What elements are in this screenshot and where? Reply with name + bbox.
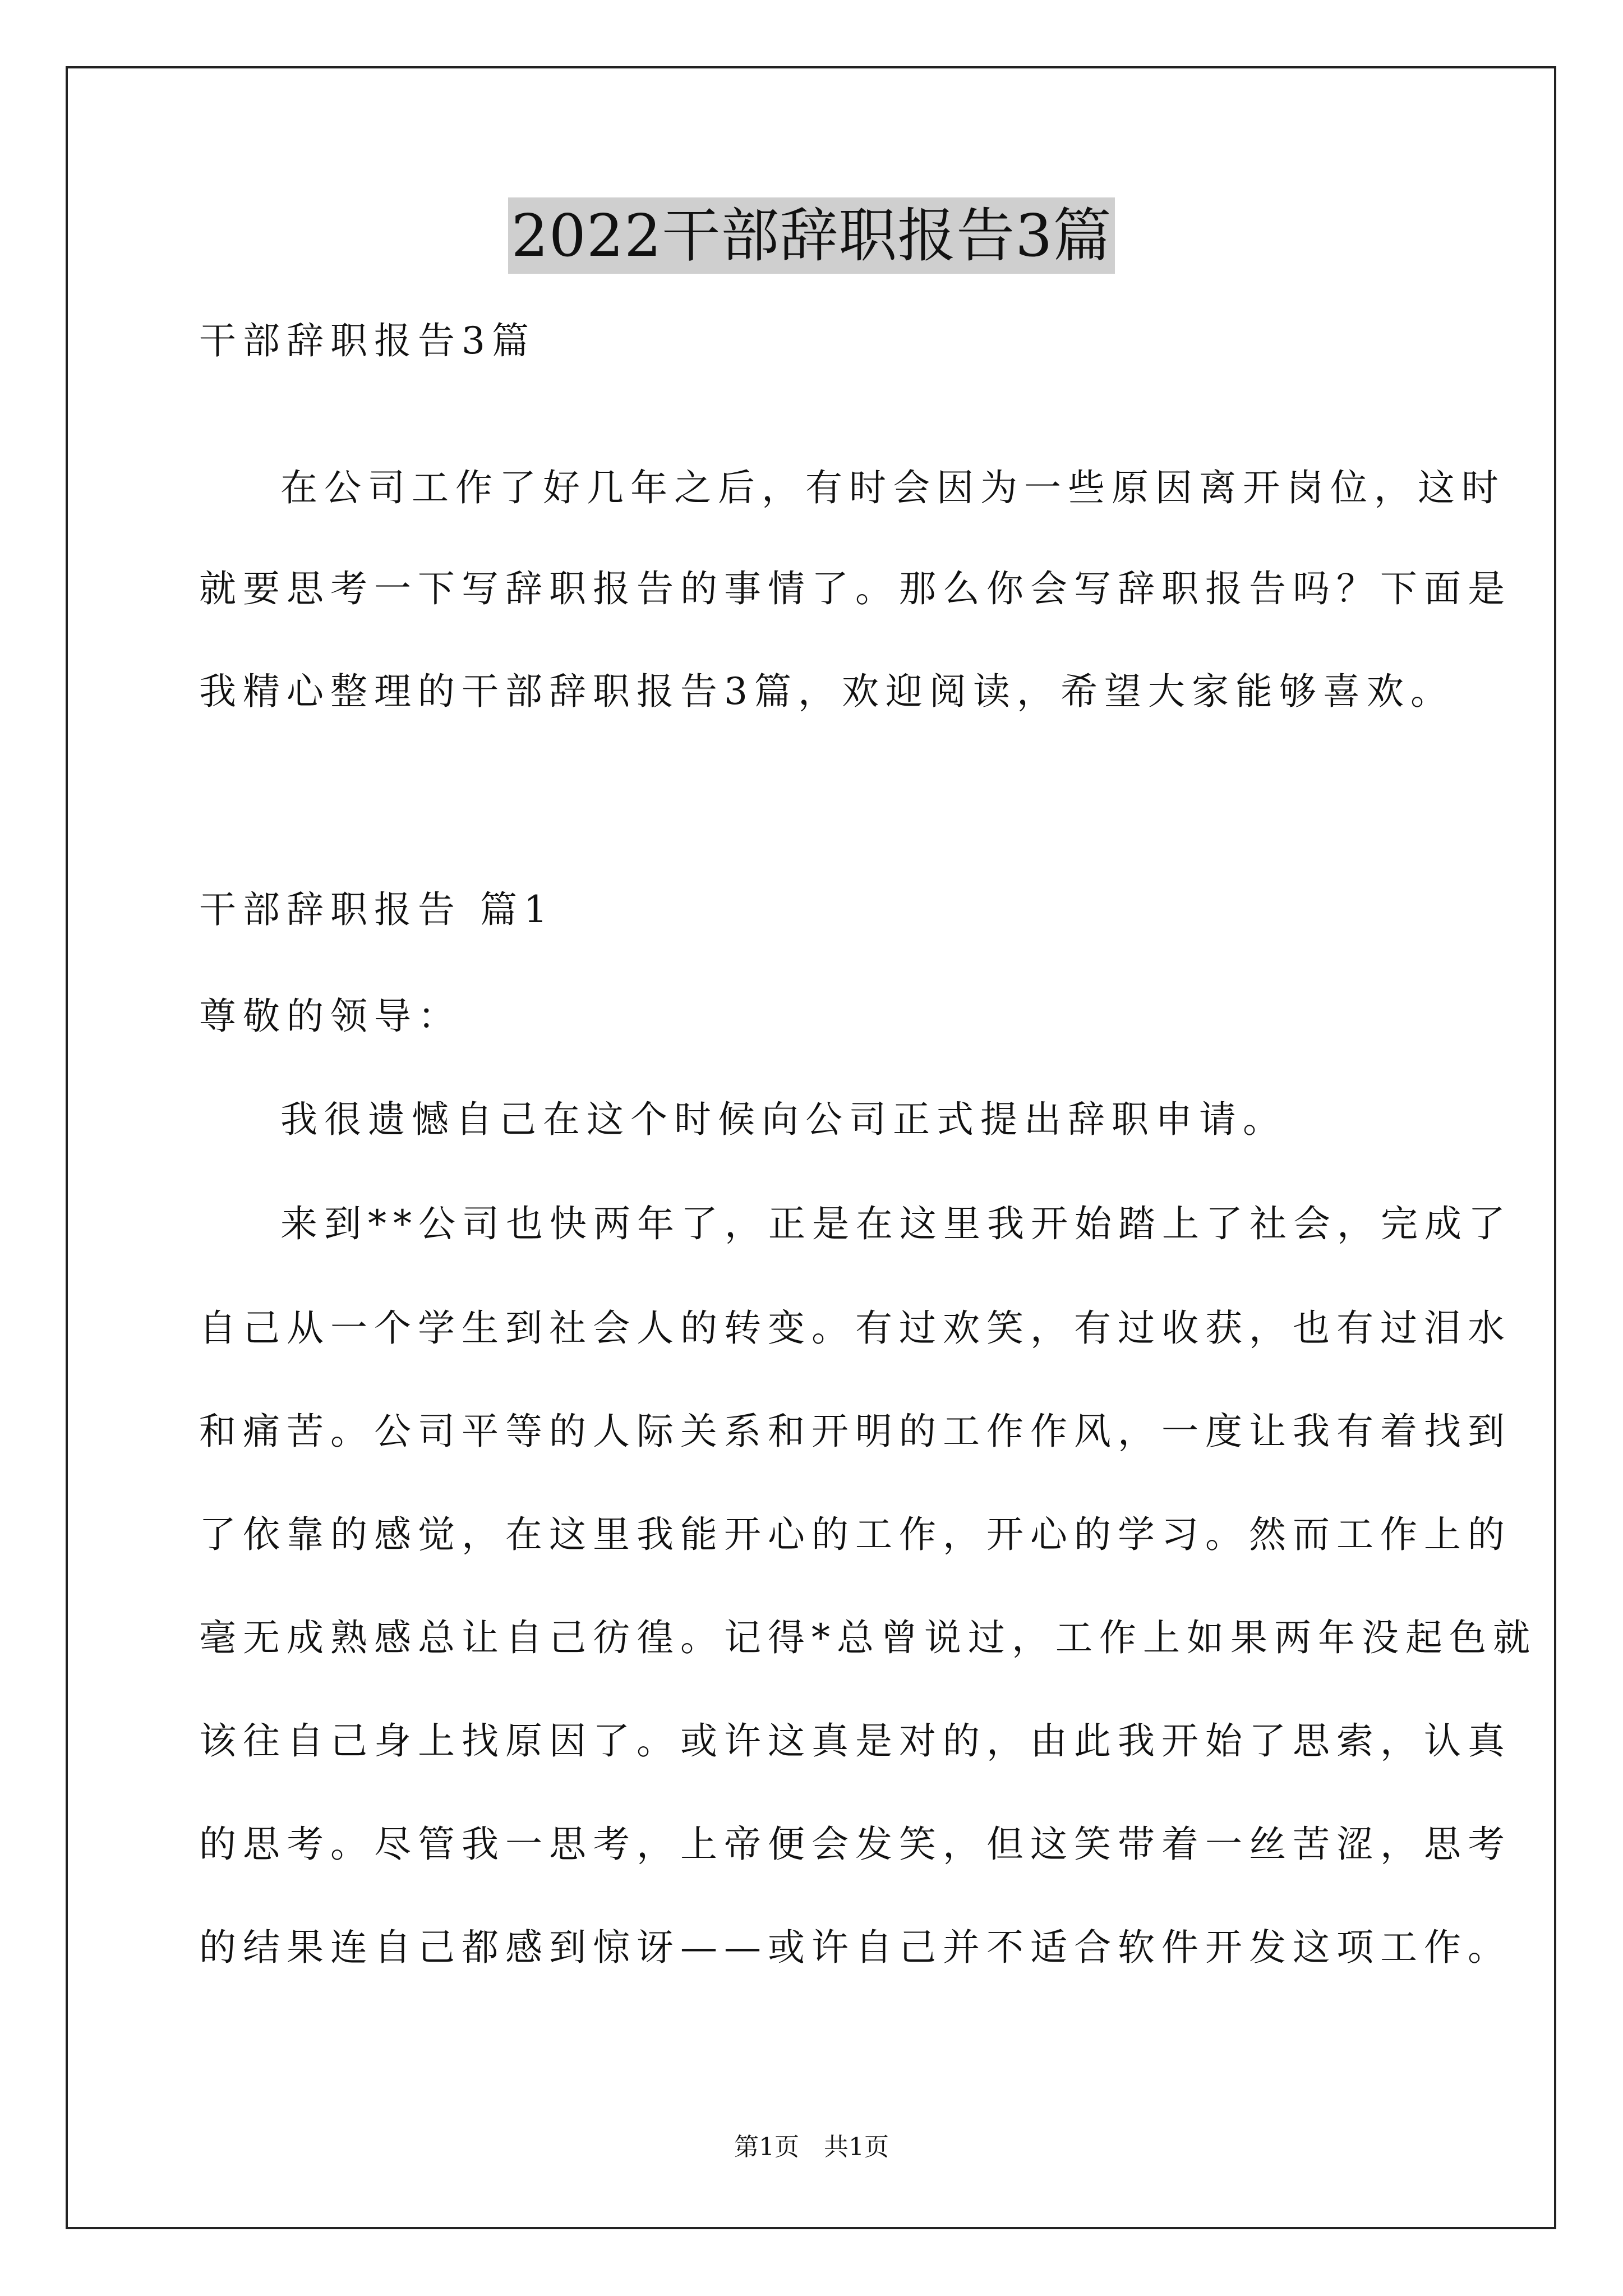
body-line-3: 自己从一个学生到社会人的转变。有过欢笑，有过收获，也有过泪水 — [199, 1306, 1511, 1350]
section-heading: 干部辞职报告 篇1 — [199, 888, 554, 931]
page-border — [66, 66, 1556, 2229]
document-subtitle: 干部辞职报告3篇 — [199, 319, 536, 362]
document-title: 2022干部辞职报告3篇 — [508, 197, 1115, 274]
body-line-9: 的结果连自己都感到惊讶——或许自己并不适合软件开发这项工作。 — [199, 1926, 1511, 1969]
body-line-5: 了依靠的感觉，在这里我能开心的工作，开心的学习。然而工作上的 — [199, 1513, 1511, 1556]
body-line-4: 和痛苦。公司平等的人际关系和开明的工作作风，一度让我有着找到 — [199, 1410, 1511, 1453]
body-line-8: 的思考。尽管我一思考，上帝便会发笑，但这笑带着一丝苦涩，思考 — [199, 1823, 1511, 1866]
body-line-1: 我很遗憾自己在这个时候向公司正式提出辞职申请。 — [280, 1098, 1287, 1141]
salutation: 尊敬的领导： — [199, 995, 462, 1038]
page-footer: 第1页 共1页 — [734, 2133, 889, 2161]
body-line-6: 毫无成熟感总让自己彷徨。记得*总曾说过，工作上如果两年没起色就 — [199, 1616, 1537, 1659]
body-line-2: 来到**公司也快两年了，正是在这里我开始踏上了社会，完成了 — [280, 1202, 1512, 1245]
intro-line-3: 我精心整理的干部辞职报告3篇，欢迎阅读，希望大家能够喜欢。 — [199, 670, 1454, 713]
title-container — [0, 197, 1623, 274]
body-line-7: 该往自己身上找原因了。或许这真是对的，由此我开始了思索，认真 — [199, 1719, 1511, 1763]
intro-line-1: 在公司工作了好几年之后，有时会因为一些原因离开岗位，这时 — [280, 466, 1505, 509]
intro-line-2: 就要思考一下写辞职报告的事情了。那么你会写辞职报告吗？下面是 — [199, 567, 1511, 610]
